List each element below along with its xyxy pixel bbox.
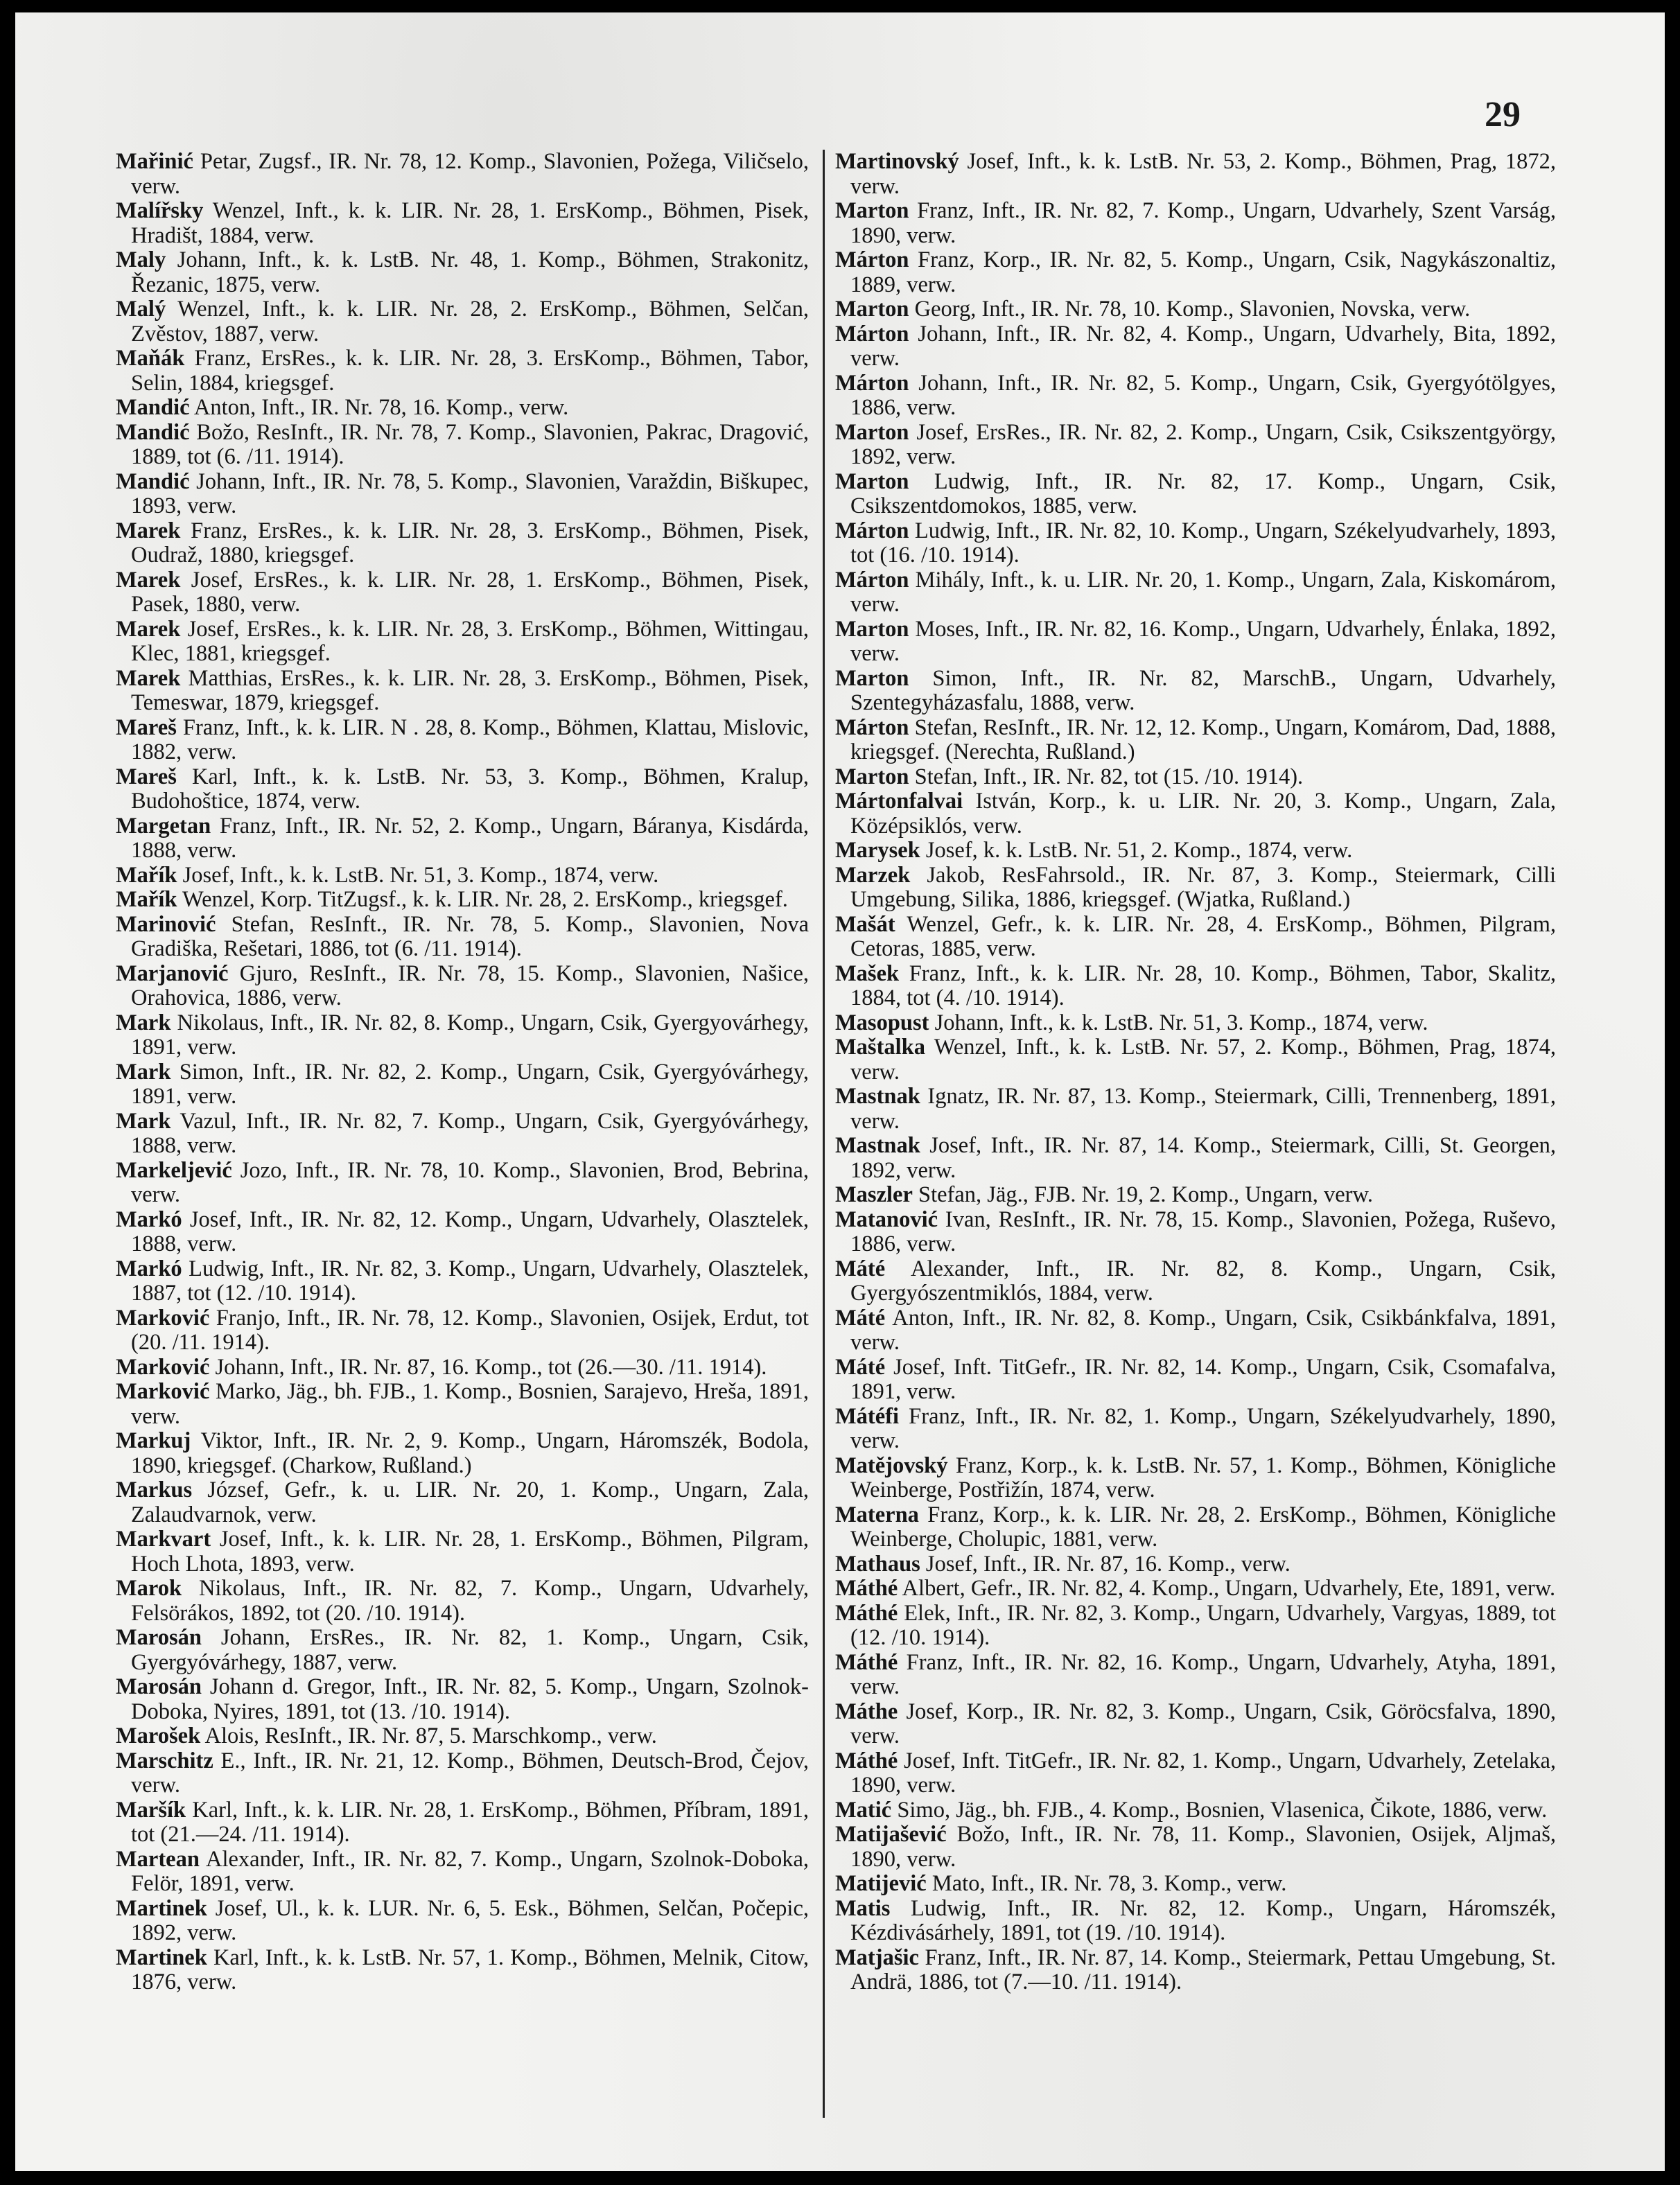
entry-details: Josef, ErsRes., k. k. LIR. Nr. 28, 3. ErsKomp., Böhmen, Wittingau, Klec, 1881, kriegsgef. [131,616,809,666]
list-entry [835,1872,1556,1897]
list-entry [116,667,809,716]
entry-surname: Marton [835,468,909,494]
list-entry [835,568,1556,617]
entry-details: Božo, Inft., IR. Nr. 78, 11. Komp., Slavonien, Osijek, Aljmaš, 1890, verw. [850,1822,1556,1872]
entry-surname: Marinović [116,911,216,937]
list-entry [116,1109,809,1159]
entry-surname: Matanović [835,1206,938,1232]
list-entry [835,199,1556,248]
entry-surname: Maly [116,247,166,272]
entry-details: Franz, Korp., k. k. LIR. Nr. 28, 2. ErsKomp., Böhmen, Königliche Weinberge, Cholupic, 1881, verw. [850,1502,1556,1552]
document-page [15,12,1665,2171]
entry-details: Franz, Inft., k. k. LIR. N . 28, 8. Komp., Böhmen, Klattau, Mislovic, 1882, verw. [131,714,809,764]
entry-details: Franz, ErsRes., k. k. LIR. Nr. 28, 3. ErsKomp., Böhmen, Pisek, Oudraž, 1880, kriegsgef. [131,518,809,568]
entry-surname: Malý [116,297,166,322]
entry-details: Josef, Inft. TitGefr., IR. Nr. 82, 14. Komp., Ungarn, Csik, Csomafalva, 1891, verw. [850,1354,1556,1404]
entry-details: Johann, Inft., IR. Nr. 82, 5. Komp., Ungarn, Csik, Gyergyótölgyes, 1886, verw. [850,370,1556,420]
entry-details: Johann, Inft., IR. Nr. 87, 16. Komp., tot (26.—30. /11. 1914). [209,1354,767,1380]
list-entry [835,421,1556,470]
entry-details: Marko, Jäg., bh. FJB., 1. Komp., Bosnien, Sarajevo, Hreša, 1891, verw. [131,1379,809,1429]
list-entry [116,1355,809,1380]
list-entry [835,1897,1556,1946]
list-entry [835,716,1556,765]
entry-details: Franz, Inft., IR. Nr. 52, 2. Komp., Ungarn, Báranya, Kisdárda, 1888, verw. [131,813,809,863]
entry-surname: Máté [835,1305,886,1331]
entry-surname: Mareš [116,764,177,789]
entry-surname: Mařík [116,887,177,912]
list-entry [116,1577,809,1626]
entry-surname: Mařinić [116,149,193,174]
list-entry [835,470,1556,519]
entry-details: Viktor, Inft., IR. Nr. 2, 9. Komp., Ungarn, Háromszék, Bodola, 1890, kriegsgef. (Charkow, Rußland.) [131,1428,809,1478]
entry-surname: Maňák [116,346,185,371]
list-entry [835,839,1556,863]
entry-surname: Marković [116,1305,210,1331]
entry-surname: Mandić [116,395,190,420]
entry-surname: Margetan [116,813,211,839]
entry-surname: Máté [835,1354,886,1380]
entry-surname: Máthé [835,1748,898,1773]
entry-surname: Marschitz [116,1748,213,1773]
list-entry [116,716,809,765]
entry-details: Ludwig, Inft., IR. Nr. 82, 17. Komp., Ungarn, Csik, Csikszentdomokos, 1885, verw. [850,468,1556,518]
list-entry [116,248,809,297]
list-entry [835,1798,1556,1823]
entry-surname: Marošek [116,1723,201,1748]
entry-details: István, Korp., k. u. LIR. Nr. 20, 3. Komp., Ungarn, Zala, Középsiklós, verw. [850,789,1556,839]
list-entry [835,1011,1556,1036]
entry-details: Franz, Inft., IR. Nr. 82, 1. Komp., Ungarn, Székelyudvarhely, 1890, verw. [850,1403,1556,1453]
entry-surname: Máthé [835,1576,898,1601]
entry-details: Nikolaus, Inft., IR. Nr. 82, 8. Komp., Ungarn, Csik, Gyergyovárhegy, 1891, verw. [131,1010,809,1060]
list-entry [116,962,809,1011]
list-entry [835,667,1556,716]
entry-details: Stefan, Jäg., FJB. Nr. 19, 2. Komp., Ungarn, verw. [912,1182,1373,1207]
entry-details: Josef, Inft., IR. Nr. 87, 16. Komp., verw. [920,1551,1290,1577]
list-entry [116,863,809,888]
list-entry [116,568,809,617]
entry-details: József, Gefr., k. u. LIR. Nr. 20, 1. Komp., Ungarn, Zala, Zalaudvarnok, verw. [131,1477,809,1527]
list-entry [835,371,1556,421]
list-entry [116,1946,809,1995]
entry-details: Franz, ErsRes., k. k. LIR. Nr. 28, 3. ErsKomp., Böhmen, Tabor, Selin, 1884, kriegsgef. [131,346,809,396]
list-entry [835,1552,1556,1577]
entry-surname: Marton [835,665,909,691]
entry-surname: Máthé [835,1649,898,1675]
list-entry [116,1626,809,1675]
entry-details: Alexander, Inft., IR. Nr. 82, 7. Komp., Ungarn, Szolnok-Doboka, Felör, 1891, verw. [131,1846,809,1896]
list-entry [835,617,1556,667]
entry-details: Simon, Inft., IR. Nr. 82, MarschB., Ungarn, Udvarhely, Szentegyházasfalu, 1888, verw. [850,665,1556,715]
list-entry [116,346,809,396]
entry-surname: Maszler [835,1182,913,1207]
list-entry [116,1159,809,1208]
entry-surname: Masopust [835,1010,929,1035]
entry-surname: Markuj [116,1428,191,1453]
list-entry [835,1183,1556,1208]
entry-details: Petar, Zugsf., IR. Nr. 78, 12. Komp., Slavonien, Požega, Viličselo, verw. [131,149,809,199]
list-entry [116,1011,809,1060]
entry-surname: Marton [835,198,909,223]
list-entry [835,765,1556,790]
entry-surname: Maršík [116,1797,186,1823]
entry-surname: Marković [116,1379,210,1404]
entry-details: Stefan, ResInft., IR. Nr. 78, 5. Komp., Slavonien, Nova Gradiška, Rešetari, 1886, tot (6. /11. 1914). [131,911,809,961]
list-entry [116,297,809,346]
entry-surname: Mandić [116,419,190,445]
entry-surname: Máté [835,1256,886,1281]
entry-surname: Marković [116,1354,210,1380]
entry-surname: Márton [835,321,909,346]
entry-details: Josef, ErsRes., k. k. LIR. Nr. 28, 1. ErsKomp., Böhmen, Pisek, Pasek, 1880, verw. [131,567,809,617]
entry-details: Mato, Inft., IR. Nr. 78, 3. Komp., verw. [926,1871,1287,1896]
entry-details: Stefan, Inft., IR. Nr. 82, tot (15. /10. 1914). [909,764,1304,789]
entry-surname: Matijević [835,1871,927,1896]
list-entry [116,1060,809,1109]
entry-surname: Marok [116,1576,182,1601]
entry-surname: Marjanović [116,960,229,986]
entry-surname: Mastnak [835,1133,920,1158]
entry-details: Ignatz, IR. Nr. 87, 13. Komp., Steiermark, Cilli, Trennenberg, 1891, verw. [850,1084,1556,1134]
entry-details: Georg, Inft., IR. Nr. 78, 10. Komp., Slavonien, Novska, verw. [909,297,1471,322]
list-entry [116,199,809,248]
list-entry [835,913,1556,962]
entry-details: Josef, Inft., IR. Nr. 82, 12. Komp., Ungarn, Udvarhely, Olasztelek, 1888, verw. [131,1206,809,1256]
list-entry [835,150,1556,199]
entry-surname: Markvart [116,1527,211,1552]
entry-surname: Mašát [835,911,895,937]
list-entry [835,1355,1556,1405]
list-entry [835,1257,1556,1306]
entry-details: Johann, Inft., IR. Nr. 82, 4. Komp., Ungarn, Udvarhely, Bita, 1892, verw. [850,321,1556,371]
list-entry [116,1749,809,1798]
entry-surname: Markus [116,1477,193,1502]
list-entry [835,863,1556,913]
entry-surname: Mathaus [835,1551,920,1577]
list-entry [835,1134,1556,1183]
entry-surname: Mártonfalvai [835,789,963,814]
list-entry [835,962,1556,1011]
entry-details: Johann, Inft., k. k. LstB. Nr. 51, 3. Komp., 1874, verw. [929,1010,1428,1035]
entry-details: Josef, Korp., IR. Nr. 82, 3. Komp., Ungarn, Csik, Göröcsfalva, 1890, verw. [850,1699,1556,1748]
entry-details: Franz, Inft., k. k. LIR. Nr. 28, 10. Komp., Böhmen, Tabor, Skalitz, 1884, tot (4. /10. 1914). [850,960,1556,1010]
entry-surname: Marton [835,419,909,445]
list-entry [116,1380,809,1429]
entry-surname: Mark [116,1059,171,1085]
page-number: 29 [1485,95,1521,134]
entry-surname: Mark [116,1010,171,1035]
list-entry [116,1306,809,1355]
entry-details: Wenzel, Gefr., k. k. LIR. Nr. 28, 4. ErsKomp., Böhmen, Pilgram, Cetoras, 1885, verw. [850,911,1556,961]
entry-surname: Martinovský [835,149,959,174]
entry-details: Franz, Korp., IR. Nr. 82, 5. Komp., Ungarn, Csik, Nagykászonaltiz, 1889, verw. [850,247,1556,297]
list-entry [116,470,809,519]
list-entry [835,1035,1556,1085]
entry-surname: Márton [835,370,909,396]
list-entry [835,1577,1556,1602]
list-entry [116,1429,809,1478]
list-entry [835,1085,1556,1134]
list-entry [835,1700,1556,1749]
entry-details: Johann, Inft., IR. Nr. 78, 5. Komp., Slavonien, Varaždin, Biškupec, 1893, verw. [131,468,809,518]
entry-surname: Matjašic [835,1945,919,1970]
entry-surname: Mašek [835,960,900,986]
entry-details: Josef, Inft., k. k. LIR. Nr. 28, 1. ErsKomp., Böhmen, Pilgram, Hoch Lhota, 1893, verw. [131,1527,809,1577]
list-entry [116,1798,809,1848]
entry-surname: Markeljević [116,1157,232,1183]
list-entry [835,1405,1556,1454]
entry-surname: Máthé [835,1600,898,1626]
entry-details: Franz, Inft., IR. Nr. 82, 7. Komp., Ungarn, Udvarhely, Szent Varság, 1890, verw. [850,198,1556,248]
entry-surname: Marton [835,616,909,642]
list-entry [116,1675,809,1724]
list-entry [835,1454,1556,1503]
list-entry [116,913,809,962]
entry-surname: Marton [835,764,909,789]
list-entry [116,814,809,863]
entry-details: Anton, Inft., IR. Nr. 78, 16. Komp., verw. [189,395,569,420]
entry-surname: Mark [116,1108,171,1134]
entry-details: Stefan, ResInft., IR. Nr. 12, 12. Komp., Ungarn, Komárom, Dad, 1888, kriegsgef. (Nerechta, Rußland.) [850,714,1556,764]
entry-details: Wenzel, Inft., k. k. LstB. Nr. 57, 2. Komp., Böhmen, Prag, 1874, verw. [850,1035,1556,1085]
entry-details: Karl, Inft., k. k. LIR. Nr. 28, 1. ErsKomp., Böhmen, Příbram, 1891, tot (21.—24. /11. 1914). [131,1797,809,1847]
entry-details: Josef, Inft. TitGefr., IR. Nr. 82, 1. Komp., Ungarn, Udvarhely, Zetelaka, 1890, verw. [850,1748,1556,1798]
list-entry [116,1208,809,1257]
entry-details: Karl, Inft., k. k. LstB. Nr. 53, 3. Komp., Böhmen, Kralup, Budohoštice, 1874, verw. [131,764,809,814]
list-entry [116,1257,809,1306]
entry-details: Alexander, Inft., IR. Nr. 82, 8. Komp., Ungarn, Csik, Gyergyószentmiklós, 1884, verw. [850,1256,1556,1306]
entry-details: Franjo, Inft., IR. Nr. 78, 12. Komp., Slavonien, Osijek, Erdut, tot (20. /11. 1914). [131,1305,809,1355]
entry-surname: Malířsky [116,198,204,223]
entry-details: Ludwig, Inft., IR. Nr. 82, 12. Komp., Ungarn, Háromszék, Kézdivásárhely, 1891, tot (19. /10. 1914). [850,1895,1556,1945]
entry-details: Josef, ErsRes., IR. Nr. 82, 2. Komp., Ungarn, Csik, Csikszentgyörgy, 1892, verw. [850,419,1556,469]
entry-surname: Marton [835,297,909,322]
entry-surname: Marek [116,567,181,593]
entry-surname: Markó [116,1206,182,1232]
list-entry [835,322,1556,371]
entry-surname: Marzek [835,862,911,888]
list-entry [116,421,809,470]
entry-surname: Marek [116,518,181,543]
list-entry [116,888,809,913]
entry-details: Franz, Korp., k. k. LstB. Nr. 57, 1. Komp., Böhmen, Königliche Weinberge, Postřižín, 1874, verw. [850,1453,1556,1502]
list-entry [116,1724,809,1749]
entry-details: Josef, Ul., k. k. LUR. Nr. 6, 5. Esk., Böhmen, Selčan, Počepic, 1892, verw. [131,1895,809,1945]
left-column [116,150,809,1995]
entry-details: Simon, Inft., IR. Nr. 82, 2. Komp., Ungarn, Csik, Gyergyóvárhegy, 1891, verw. [131,1059,809,1109]
entry-surname: Martinek [116,1895,207,1921]
list-entry [835,519,1556,568]
entry-details: Wenzel, Inft., k. k. LIR. Nr. 28, 1. ErsKomp., Böhmen, Pisek, Hradišt, 1884, verw. [131,198,809,248]
entry-surname: Marek [116,665,181,691]
entry-surname: Matějovský [835,1453,948,1478]
list-entry [835,1208,1556,1257]
entry-surname: Matić [835,1797,892,1823]
list-entry [116,396,809,421]
entry-details: Franz, Inft., IR. Nr. 87, 14. Komp., Steiermark, Pettau Umgebung, St. Andrä, 1886, tot (7.—10. /11. 1914). [850,1945,1556,1994]
list-entry [835,1946,1556,1995]
list-entry [835,1602,1556,1651]
entry-details: Wenzel, Korp. TitZugsf., k. k. LIR. Nr. 28, 2. ErsKomp., kriegsgef. [177,887,788,912]
entry-details: Josef, Inft., IR. Nr. 87, 14. Komp., Steiermark, Cilli, St. Georgen, 1892, verw. [850,1133,1556,1183]
entry-surname: Martean [116,1846,200,1872]
entry-details: Albert, Gefr., IR. Nr. 82, 4. Komp., Ungarn, Udvarhely, Ete, 1891, verw. [898,1576,1556,1601]
entry-surname: Mareš [116,714,177,740]
entry-details: Karl, Inft., k. k. LstB. Nr. 57, 1. Komp., Böhmen, Melnik, Citow, 1876, verw. [131,1945,809,1994]
entry-details: Ivan, ResInft., IR. Nr. 78, 15. Komp., Slavonien, Požega, Ruševo, 1886, verw. [850,1206,1556,1256]
entry-details: Simo, Jäg., bh. FJB., 4. Komp., Bosnien, Vlasenica, Čikote, 1886, verw. [891,1797,1548,1823]
entry-details: Josef, Inft., k. k. LstB. Nr. 53, 2. Komp., Böhmen, Prag, 1872, verw. [850,149,1556,199]
list-entry [116,1848,809,1897]
entry-surname: Mařík [116,862,177,888]
list-entry [835,1651,1556,1700]
entry-surname: Maštalka [835,1035,925,1060]
entry-surname: Marysek [835,838,920,863]
list-entry [835,789,1556,839]
entry-surname: Martinek [116,1945,207,1970]
entry-details: Nikolaus, Inft., IR. Nr. 82, 7. Komp., Ungarn, Udvarhely, Felsörákos, 1892, tot (20. /10. 1914). [131,1576,809,1626]
entry-surname: Márton [835,247,909,272]
entry-surname: Markó [116,1256,182,1281]
entry-surname: Marosán [116,1674,202,1699]
entry-surname: Márton [835,518,909,543]
list-entry [116,765,809,814]
list-entry [116,617,809,667]
entry-surname: Máthe [835,1699,898,1724]
entry-surname: Matijašević [835,1822,947,1847]
right-column [835,150,1556,1995]
entry-details: Josef, k. k. LstB. Nr. 51, 2. Komp., 1874, verw. [920,838,1353,863]
entry-details: Božo, ResInft., IR. Nr. 78, 7. Komp., Slavonien, Pakrac, Dragović, 1889, tot (6. /11. 1914). [131,419,809,469]
entry-details: Franz, Inft., IR. Nr. 82, 16. Komp., Ungarn, Udvarhely, Atyha, 1891, verw. [850,1649,1556,1699]
entry-surname: Márton [835,714,909,740]
entry-details: Ludwig, Inft., IR. Nr. 82, 10. Komp., Ungarn, Székelyudvarhely, 1893, tot (16. /10. 1914). [850,518,1556,568]
list-entry [116,1527,809,1577]
entry-details: Wenzel, Inft., k. k. LIR. Nr. 28, 2. ErsKomp., Böhmen, Selčan, Zvěstov, 1887, verw. [131,297,809,346]
column-divider [823,150,825,2118]
entry-details: Moses, Inft., IR. Nr. 82, 16. Komp., Ungarn, Udvarhely, Énlaka, 1892, verw. [850,616,1556,666]
list-entry [116,1478,809,1527]
list-entry [116,1897,809,1946]
entry-details: Elek, Inft., IR. Nr. 82, 3. Komp., Ungarn, Udvarhely, Vargyas, 1889, tot (12. /10. 1914). [850,1600,1556,1650]
entry-details: Vazul, Inft., IR. Nr. 82, 7. Komp., Ungarn, Csik, Gyergyóvárhegy, 1888, verw. [131,1108,809,1158]
entry-details: E., Inft., IR. Nr. 21, 12. Komp., Böhmen, Deutsch-Brod, Čejov, verw. [131,1748,809,1798]
entry-details: Johann, ErsRes., IR. Nr. 82, 1. Komp., Ungarn, Csik, Gyergyóvárhegy, 1887, verw. [131,1625,809,1675]
list-entry [116,150,809,199]
entry-surname: Marosán [116,1625,202,1650]
entry-surname: Mandić [116,468,190,494]
list-entry [835,1503,1556,1552]
list-entry [835,248,1556,297]
entry-details: Matthias, ErsRes., k. k. LIR. Nr. 28, 3. ErsKomp., Böhmen, Pisek, Temeswar, 1879, kriegsgef. [131,665,809,715]
list-entry [835,1749,1556,1798]
entry-details: Mihály, Inft., k. u. LIR. Nr. 20, 1. Komp., Ungarn, Zala, Kiskomárom, verw. [850,567,1556,617]
entry-details: Jozo, Inft., IR. Nr. 78, 10. Komp., Slavonien, Brod, Bebrina, verw. [131,1157,809,1207]
entry-details: Alois, ResInft., IR. Nr. 87, 5. Marschkomp., verw. [200,1723,657,1748]
entry-details: Johann, Inft., k. k. LstB. Nr. 48, 1. Komp., Böhmen, Strakonitz, Řezanic, 1875, verw. [131,247,809,297]
entry-surname: Mátéfi [835,1403,900,1429]
entry-surname: Matis [835,1895,891,1921]
list-entry [835,1823,1556,1872]
list-entry [116,519,809,568]
entry-surname: Márton [835,567,909,593]
entry-surname: Marek [116,616,181,642]
list-entry [835,297,1556,322]
entry-details: Jakob, ResFahrsold., IR. Nr. 87, 3. Komp., Steiermark, Cilli Umgebung, Silika, 1886, kriegsgef. (Wjatka, Rußland.) [850,862,1556,912]
entry-details: Gjuro, ResInft., IR. Nr. 78, 15. Komp., Slavonien, Našice, Orahovica, 1886, verw. [131,960,809,1010]
entry-details: Anton, Inft., IR. Nr. 82, 8. Komp., Ungarn, Csik, Csikbánkfalva, 1891, verw. [850,1305,1556,1355]
entry-details: Ludwig, Inft., IR. Nr. 82, 3. Komp., Ungarn, Udvarhely, Olasztelek, 1887, tot (12. /10. 1914). [131,1256,809,1306]
list-entry [835,1306,1556,1355]
entry-surname: Mastnak [835,1084,920,1109]
entry-details: Josef, Inft., k. k. LstB. Nr. 51, 3. Komp., 1874, verw. [177,862,659,888]
entry-details: Johann d. Gregor, Inft., IR. Nr. 82, 5. Komp., Ungarn, Szolnok-Doboka, Nyires, 1891, tot (13. /10. 1914). [131,1674,809,1724]
entry-surname: Materna [835,1502,919,1527]
